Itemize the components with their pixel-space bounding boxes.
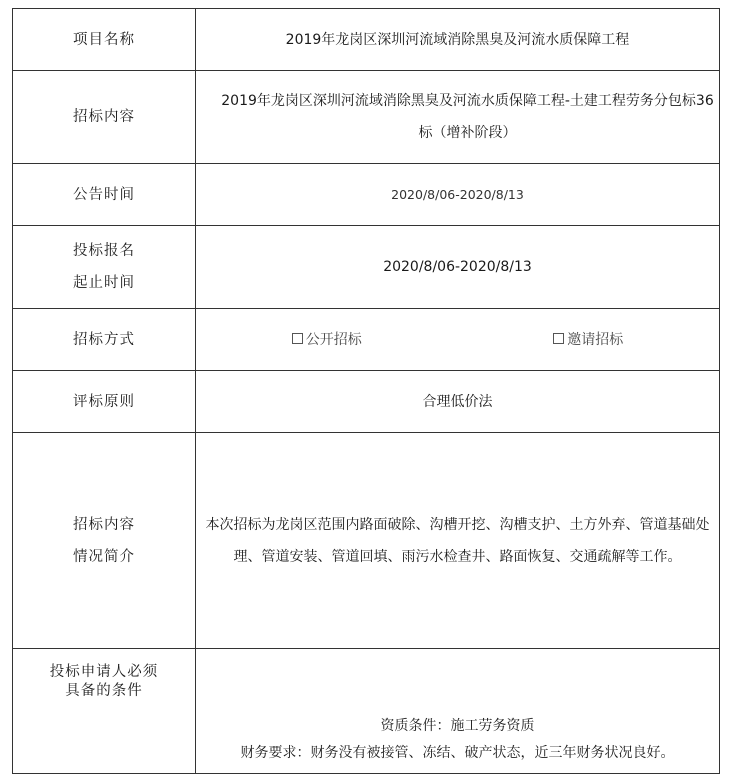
summary-value: 本次招标为龙岗区范围内路面破除、沟槽开挖、沟槽支护、土方外弃、管道基础处理、管道安装、管道回填、雨污水检查井、路面恢复、交通疏解等工作。 [196,433,720,649]
bid-notice-table [12,8,720,774]
row-project-name [13,9,720,71]
checkbox-icon [553,333,564,344]
bid-method-options [196,309,720,371]
row-announce-time [13,164,720,226]
finance-requirement: 财务要求：财务没有被接管、冻结、破产状态，近三年财务状况良好。 [240,745,675,761]
checkbox-icon [292,333,303,344]
open-bid-option[interactable] [196,324,458,356]
row-summary [13,433,720,649]
open-bid-option-label: 公开招标 [305,331,362,348]
registration-time-label-line2: 起止时间 [73,275,135,291]
row-bid-method [13,309,720,371]
invited-bid-option[interactable] [458,324,720,356]
requirements-value [196,649,720,774]
summary-label [13,433,196,649]
row-evaluation [13,371,720,433]
registration-time-value: 2020/8/06-2020/8/13 [196,226,720,309]
registration-time-label-line1: 投标报名 [73,243,135,259]
registration-time-label [13,226,196,309]
requirements-label-line2: 具备的条件 [65,683,143,699]
announce-time-label: 公告时间 [13,164,196,226]
row-registration-time [13,226,720,309]
requirements-label [13,649,196,774]
row-requirements [13,649,720,774]
evaluation-label: 评标原则 [13,371,196,433]
announce-time-value: 2020/8/06-2020/8/13 [196,164,720,226]
requirements-label-line1: 投标申请人必须 [49,664,159,680]
project-name-value: 2019年龙岗区深圳河流域消除黑臭及河流水质保障工程 [196,9,720,71]
qualification-requirement: 资质条件：施工劳务资质 [380,718,535,734]
summary-label-line2: 情况简介 [73,548,135,565]
row-bid-content [13,71,720,164]
summary-label-line1: 招标内容 [73,516,135,533]
evaluation-value: 合理低价法 [196,371,720,433]
invited-bid-option-label: 邀请招标 [567,331,624,348]
bid-method-label: 招标方式 [13,309,196,371]
bid-content-label: 招标内容 [13,71,196,164]
project-name-label: 项目名称 [13,9,196,71]
bid-content-value: 2019年龙岗区深圳河流域消除黑臭及河流水质保障工程-土建工程劳务分包标36标（增补阶段） [196,71,720,164]
